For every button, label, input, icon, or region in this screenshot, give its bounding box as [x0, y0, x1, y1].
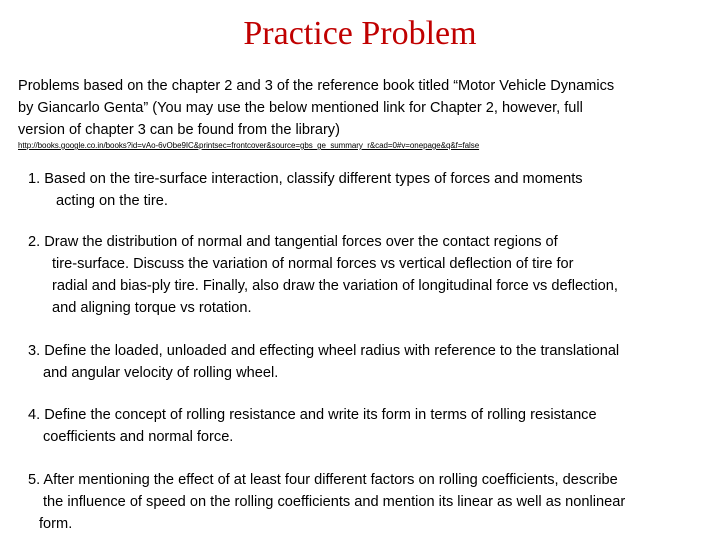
problem-line: form. — [39, 516, 73, 532]
problem-line: and angular velocity of rolling wheel. — [43, 365, 279, 381]
problem-line: the influence of speed on the rolling coefficients and mention its linear as well as nonlinear — [43, 494, 626, 510]
intro-paragraph — [18, 75, 718, 141]
problem-line: 3. Define the loaded, unloaded and effecting wheel radius with reference to the translational — [28, 343, 620, 359]
intro-line: version of chapter 3 can be found from the library) — [18, 122, 340, 138]
problem-line: acting on the tire. — [56, 193, 168, 209]
reference-link[interactable]: http://books.google.co.in/books?id=vAo-6vObe9IC&printsec=frontcover&source=gbs_ge_summary_r&cad=0#v=onepage&q&f=false — [18, 141, 480, 150]
intro-line: by Giancarlo Genta” (You may use the below mentioned link for Chapter 2, however, full — [18, 100, 583, 116]
problem-3 — [28, 340, 619, 384]
problem-line: and aligning torque vs rotation. — [52, 300, 252, 316]
problem-2 — [28, 231, 618, 319]
problem-line: coefficients and normal force. — [43, 429, 234, 445]
page-title: Practice Problem — [243, 15, 477, 52]
problem-line: 2. Draw the distribution of normal and tangential forces over the contact regions of — [28, 234, 558, 250]
problem-4 — [28, 404, 597, 448]
problem-line: radial and bias-ply tire. Finally, also draw the variation of longitudinal force vs deflection, — [52, 278, 618, 294]
problem-1 — [28, 168, 583, 212]
problem-line: 4. Define the concept of rolling resistance and write its form in terms of rolling resistance — [28, 407, 597, 423]
intro-line: Problems based on the chapter 2 and 3 of the reference book titled “Motor Vehicle Dynamics — [18, 78, 615, 94]
problem-line: tire-surface. Discuss the variation of normal forces vs vertical deflection of tire for — [52, 256, 574, 272]
problem-line: 5. After mentioning the effect of at least four different factors on rolling coefficients, describe — [28, 472, 618, 488]
problem-line: 1. Based on the tire-surface interaction, classify different types of forces and moments — [28, 171, 583, 187]
problem-5 — [28, 469, 625, 535]
